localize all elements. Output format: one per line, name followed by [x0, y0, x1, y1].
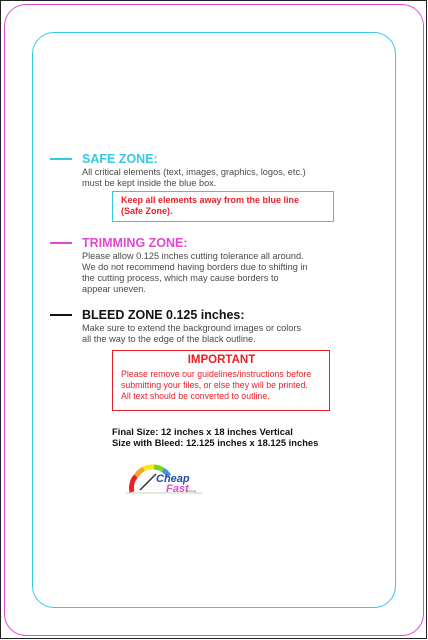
important-title: IMPORTANT — [187, 354, 256, 366]
safe-zone-section — [82, 152, 306, 189]
svg-text:Printing: Printing — [186, 489, 197, 493]
final-size: Final Size: 12 inches x 18 inches Vertical — [112, 426, 293, 437]
size-info — [112, 426, 318, 448]
trimming-zone-text: Please allow 0.125 inches cutting tolerance all around. We do not recommend having borders due to shifting in the cutting process, which may cause borders to appear uneven. — [82, 251, 308, 294]
trimming-zone-heading: TRIMMING ZONE: — [82, 236, 308, 250]
svg-text:Cheap: Cheap — [156, 473, 190, 485]
safe-zone-text: All critical elements (text, images, graphics, logos, etc.) must be kept inside the blue box. — [82, 167, 306, 188]
bleed-zone-text: Make sure to extend the background images or colors all the way to the edge of the black outline. — [82, 323, 302, 344]
bleed-size: Size with Bleed: 12.125 inches x 18.125 inches — [112, 437, 319, 448]
bleed-zone-dash-icon — [50, 314, 72, 316]
trimming-zone-dash-icon — [50, 242, 72, 244]
safe-zone-heading: SAFE ZONE: — [82, 152, 306, 166]
important-notice: IMPORTANT Please remove our guidelines/instructions before submitting your files, or else they will be printed. All text should be converted to outline. — [112, 350, 330, 411]
safe-zone-dash-icon — [50, 158, 72, 160]
bleed-zone-heading: BLEED ZONE 0.125 inches: — [82, 308, 301, 322]
cheap-fast-printing-logo — [126, 462, 212, 498]
trimming-zone-section — [82, 236, 308, 295]
svg-text:Fast: Fast — [166, 483, 189, 495]
bleed-zone-section — [82, 308, 301, 345]
safe-zone-notice: Keep all elements away from the blue line (Safe Zone). — [112, 191, 334, 222]
